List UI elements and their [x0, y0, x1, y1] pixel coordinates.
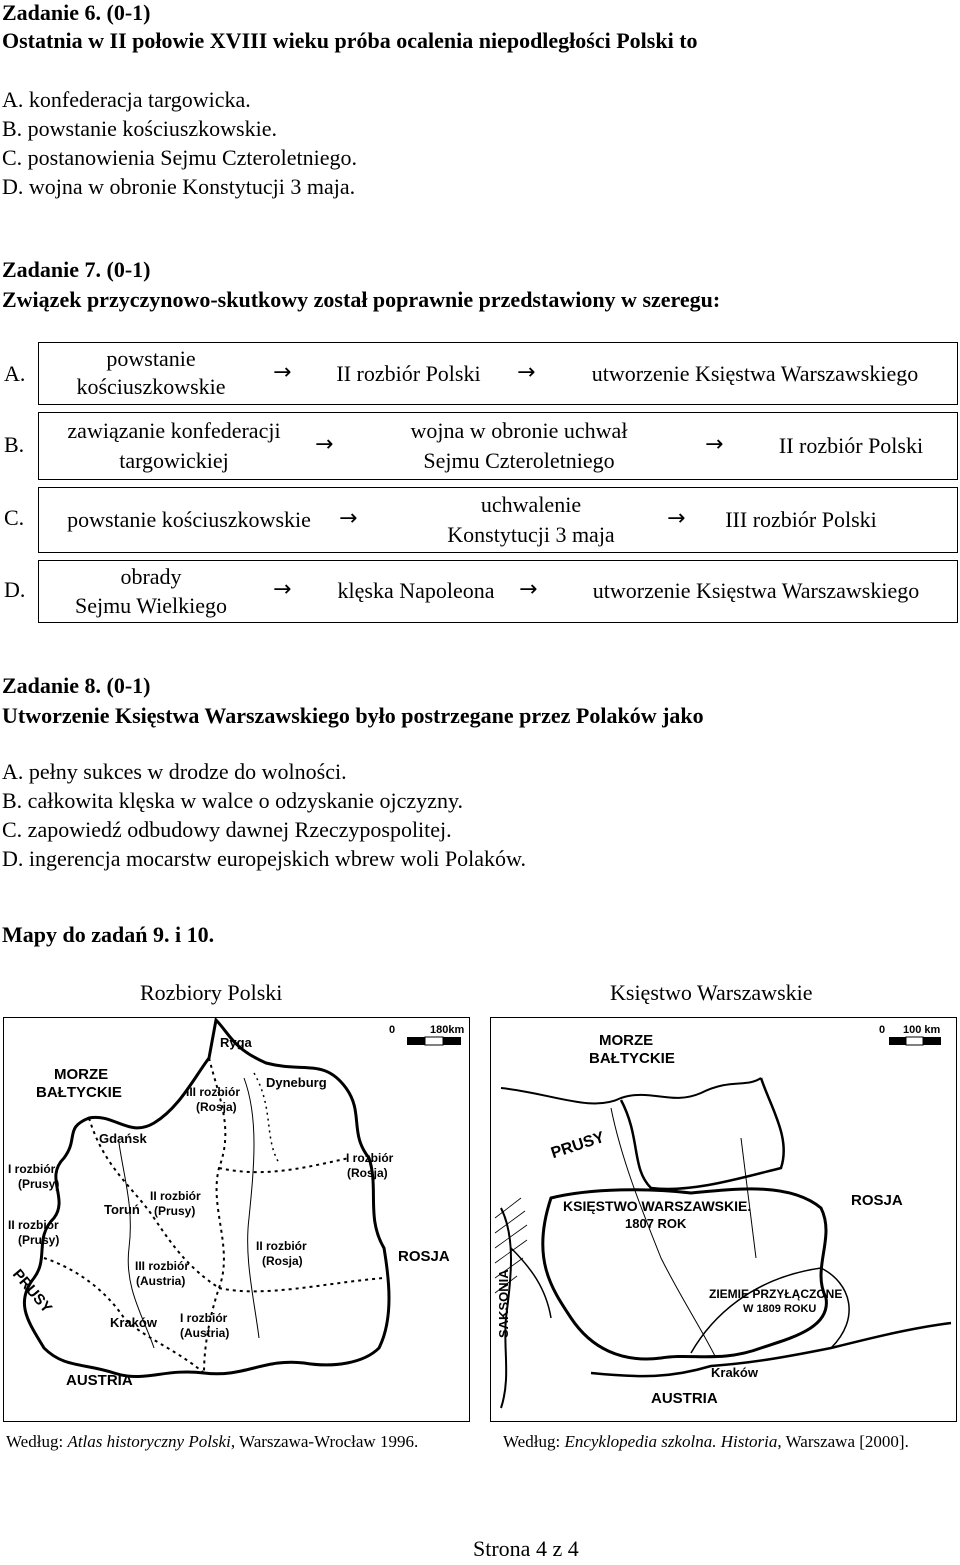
partitions-map	[3, 1017, 470, 1422]
row-b-effect-2: II rozbiór Polski	[778, 433, 924, 458]
right-map-title: Księstwo Warszawskie	[610, 980, 813, 1005]
task6-option-d: D. wojna w obronie Konstytucji 3 maja.	[2, 174, 356, 199]
left-caption-prefix: Według:	[6, 1432, 68, 1451]
row-a-cause-line2: kościuszkowskie	[76, 374, 226, 399]
row-b-arrow-1: →	[315, 432, 334, 457]
left-map-title: Rozbiory Polski	[140, 980, 283, 1005]
label-r2-prusy-west-1: II rozbiór	[8, 1218, 59, 1232]
row-a-arrow-2: →	[517, 360, 536, 385]
row-a	[38, 342, 958, 405]
row-b	[38, 412, 958, 480]
left-caption-suffix: , Warszawa-Wrocław 1996.	[230, 1432, 419, 1451]
row-b-effect-1-line2: Sejmu Czteroletniego	[423, 448, 615, 473]
task8-option-c: C. zapowiedź odbudowy dawnej Rzeczypospolitej.	[2, 817, 452, 842]
label-r3-rosja-1: III rozbiór	[186, 1085, 240, 1099]
label-r3-rosja-2: (Rosja)	[196, 1100, 237, 1114]
label-gdansk: Gdańsk	[99, 1131, 147, 1146]
task6-question: Ostatnia w II połowie XVIII wieku próba ocalenia niepodległości Polski to	[2, 28, 698, 53]
label-prusy: PRUSY	[8, 1266, 56, 1317]
row-b-arrow-2: →	[705, 432, 724, 457]
label-year-1807: 1807 ROK	[625, 1216, 687, 1231]
scale-max: 180km	[430, 1024, 465, 1036]
scale-zero: 0	[879, 1024, 886, 1036]
label-r3-austria-2: (Austria)	[136, 1274, 186, 1288]
duchy-warsaw-map	[490, 1017, 957, 1422]
label-saksonia: SAKSONIA	[496, 1269, 511, 1338]
row-d-effect-1: klęska Napoleona	[337, 578, 495, 603]
task6-heading: Zadanie 6. (0-1)	[2, 0, 151, 25]
row-b-cause-line1: zawiązanie konfederacji	[67, 418, 281, 443]
task7-heading: Zadanie 7. (0-1)	[2, 257, 151, 282]
row-a-effect-1: II rozbiór Polski	[336, 361, 481, 386]
row-d-effect-2: utworzenie Księstwa Warszawskiego	[592, 578, 920, 603]
label-r2-rosja-1: II rozbiór	[256, 1239, 307, 1253]
label-r3-austria-1: III rozbiór	[135, 1259, 189, 1273]
row-b-letter: B.	[4, 432, 25, 457]
row-b-cause-line2: targowickiej	[119, 448, 229, 473]
row-c-letter: C.	[4, 505, 25, 530]
row-d-arrow-1: →	[273, 577, 292, 602]
row-a-letter: A.	[4, 361, 26, 386]
label-r2-rosja-2: (Rosja)	[262, 1254, 303, 1268]
task8-question: Utworzenie Księstwa Warszawskiego było postrzegane przez Polaków jako	[2, 703, 704, 728]
row-a-cause-line1: powstanie	[106, 346, 196, 371]
task8-option-d: D. ingerencja mocarstw europejskich wbrew woli Polaków.	[2, 846, 526, 871]
row-c-arrow-2: →	[667, 506, 686, 531]
row-b-effect-1-line1: wojna w obronie uchwał	[410, 418, 628, 443]
label-r1-austria-1: I rozbiór	[180, 1311, 228, 1325]
label-r1-prusy-2: (Prusy)	[18, 1177, 60, 1191]
page-footer: Strona 4 z 4	[473, 1536, 579, 1561]
label-r2-prusy-2: (Prusy)	[154, 1204, 196, 1218]
left-map-caption	[6, 1432, 418, 1452]
row-d	[38, 560, 958, 623]
row-d-arrow-2: →	[519, 577, 538, 602]
left-caption-source: Atlas historyczny Polski	[67, 1432, 231, 1451]
label-ksiestwo: KSIĘSTWO WARSZAWSKIE.	[563, 1198, 752, 1214]
label-year-1809: W 1809 ROKU	[743, 1303, 817, 1315]
label-dyneburg: Dyneburg	[266, 1075, 327, 1090]
row-a-effect-2: utworzenie Księstwa Warszawskiego	[591, 361, 919, 386]
row-c-effect-2: III rozbiór Polski	[725, 507, 877, 532]
label-rosja: ROSJA	[851, 1192, 903, 1209]
right-map-caption	[503, 1432, 909, 1452]
label-r2-prusy-west-2: (Prusy)	[18, 1233, 60, 1247]
label-r1-rosja-1: I rozbiór	[346, 1151, 394, 1165]
row-c-cause: powstanie kościuszkowskie	[67, 507, 311, 532]
label-austria: AUSTRIA	[651, 1390, 718, 1407]
scale-max: 100 km	[903, 1024, 941, 1036]
label-ziemie: ZIEMIE PRZYŁĄCZONE	[709, 1287, 843, 1301]
row-c-effect-1-line1: uchwalenie	[480, 492, 582, 517]
label-sea-2: BAŁTYCKIE	[36, 1084, 122, 1101]
label-krakow: Kraków	[110, 1315, 157, 1330]
scale-zero: 0	[389, 1024, 396, 1036]
label-sea-1: MORZE	[54, 1066, 109, 1083]
label-ryga: Ryga	[220, 1035, 252, 1050]
label-r1-austria-2: (Austria)	[180, 1326, 230, 1340]
label-r1-prusy-1: I rozbiór	[8, 1162, 56, 1176]
row-c-effect-1-line2: Konstytucji 3 maja	[447, 522, 615, 547]
row-c-arrow-1: →	[339, 506, 358, 531]
right-caption-source: Encyklopedia szkolna. Historia	[564, 1432, 778, 1451]
task8-option-a: A. pełny sukces w drodze do wolności.	[2, 759, 347, 784]
row-a-arrow-1: →	[273, 360, 292, 385]
row-c	[38, 487, 958, 553]
row-d-cause-line2: Sejmu Wielkiego	[74, 593, 228, 618]
task8-option-b: B. całkowita klęska w walce o odzyskanie ojczyzny.	[2, 788, 464, 813]
label-austria: AUSTRIA	[66, 1372, 133, 1389]
label-krakow: Kraków	[711, 1365, 758, 1380]
task6-option-a: A. konfederacja targowicka.	[2, 87, 251, 112]
label-prusy: PRUSY	[549, 1128, 607, 1163]
label-r1-rosja-2: (Rosja)	[347, 1166, 388, 1180]
task7-question: Związek przyczynowo-skutkowy został poprawnie przedstawiony w szeregu:	[2, 287, 721, 312]
right-caption-suffix: , Warszawa [2000].	[777, 1432, 909, 1451]
task6-option-c: C. postanowienia Sejmu Czteroletniego.	[2, 145, 357, 170]
label-sea-2: BAŁTYCKIE	[589, 1050, 675, 1067]
row-d-cause-line1: obrady	[120, 564, 182, 589]
duchy-warsaw-map-drawing	[491, 1018, 957, 1422]
maps-heading: Mapy do zadań 9. i 10.	[2, 922, 215, 947]
label-torun: Toruń	[104, 1202, 140, 1217]
label-rosja: ROSJA	[398, 1248, 450, 1265]
label-sea-1: MORZE	[599, 1032, 654, 1049]
right-caption-prefix: Według:	[503, 1432, 565, 1451]
label-r2-prusy-1: II rozbiór	[150, 1189, 201, 1203]
task6-option-b: B. powstanie kościuszkowskie.	[2, 116, 277, 141]
row-d-letter: D.	[4, 577, 26, 602]
task8-heading: Zadanie 8. (0-1)	[2, 673, 151, 698]
